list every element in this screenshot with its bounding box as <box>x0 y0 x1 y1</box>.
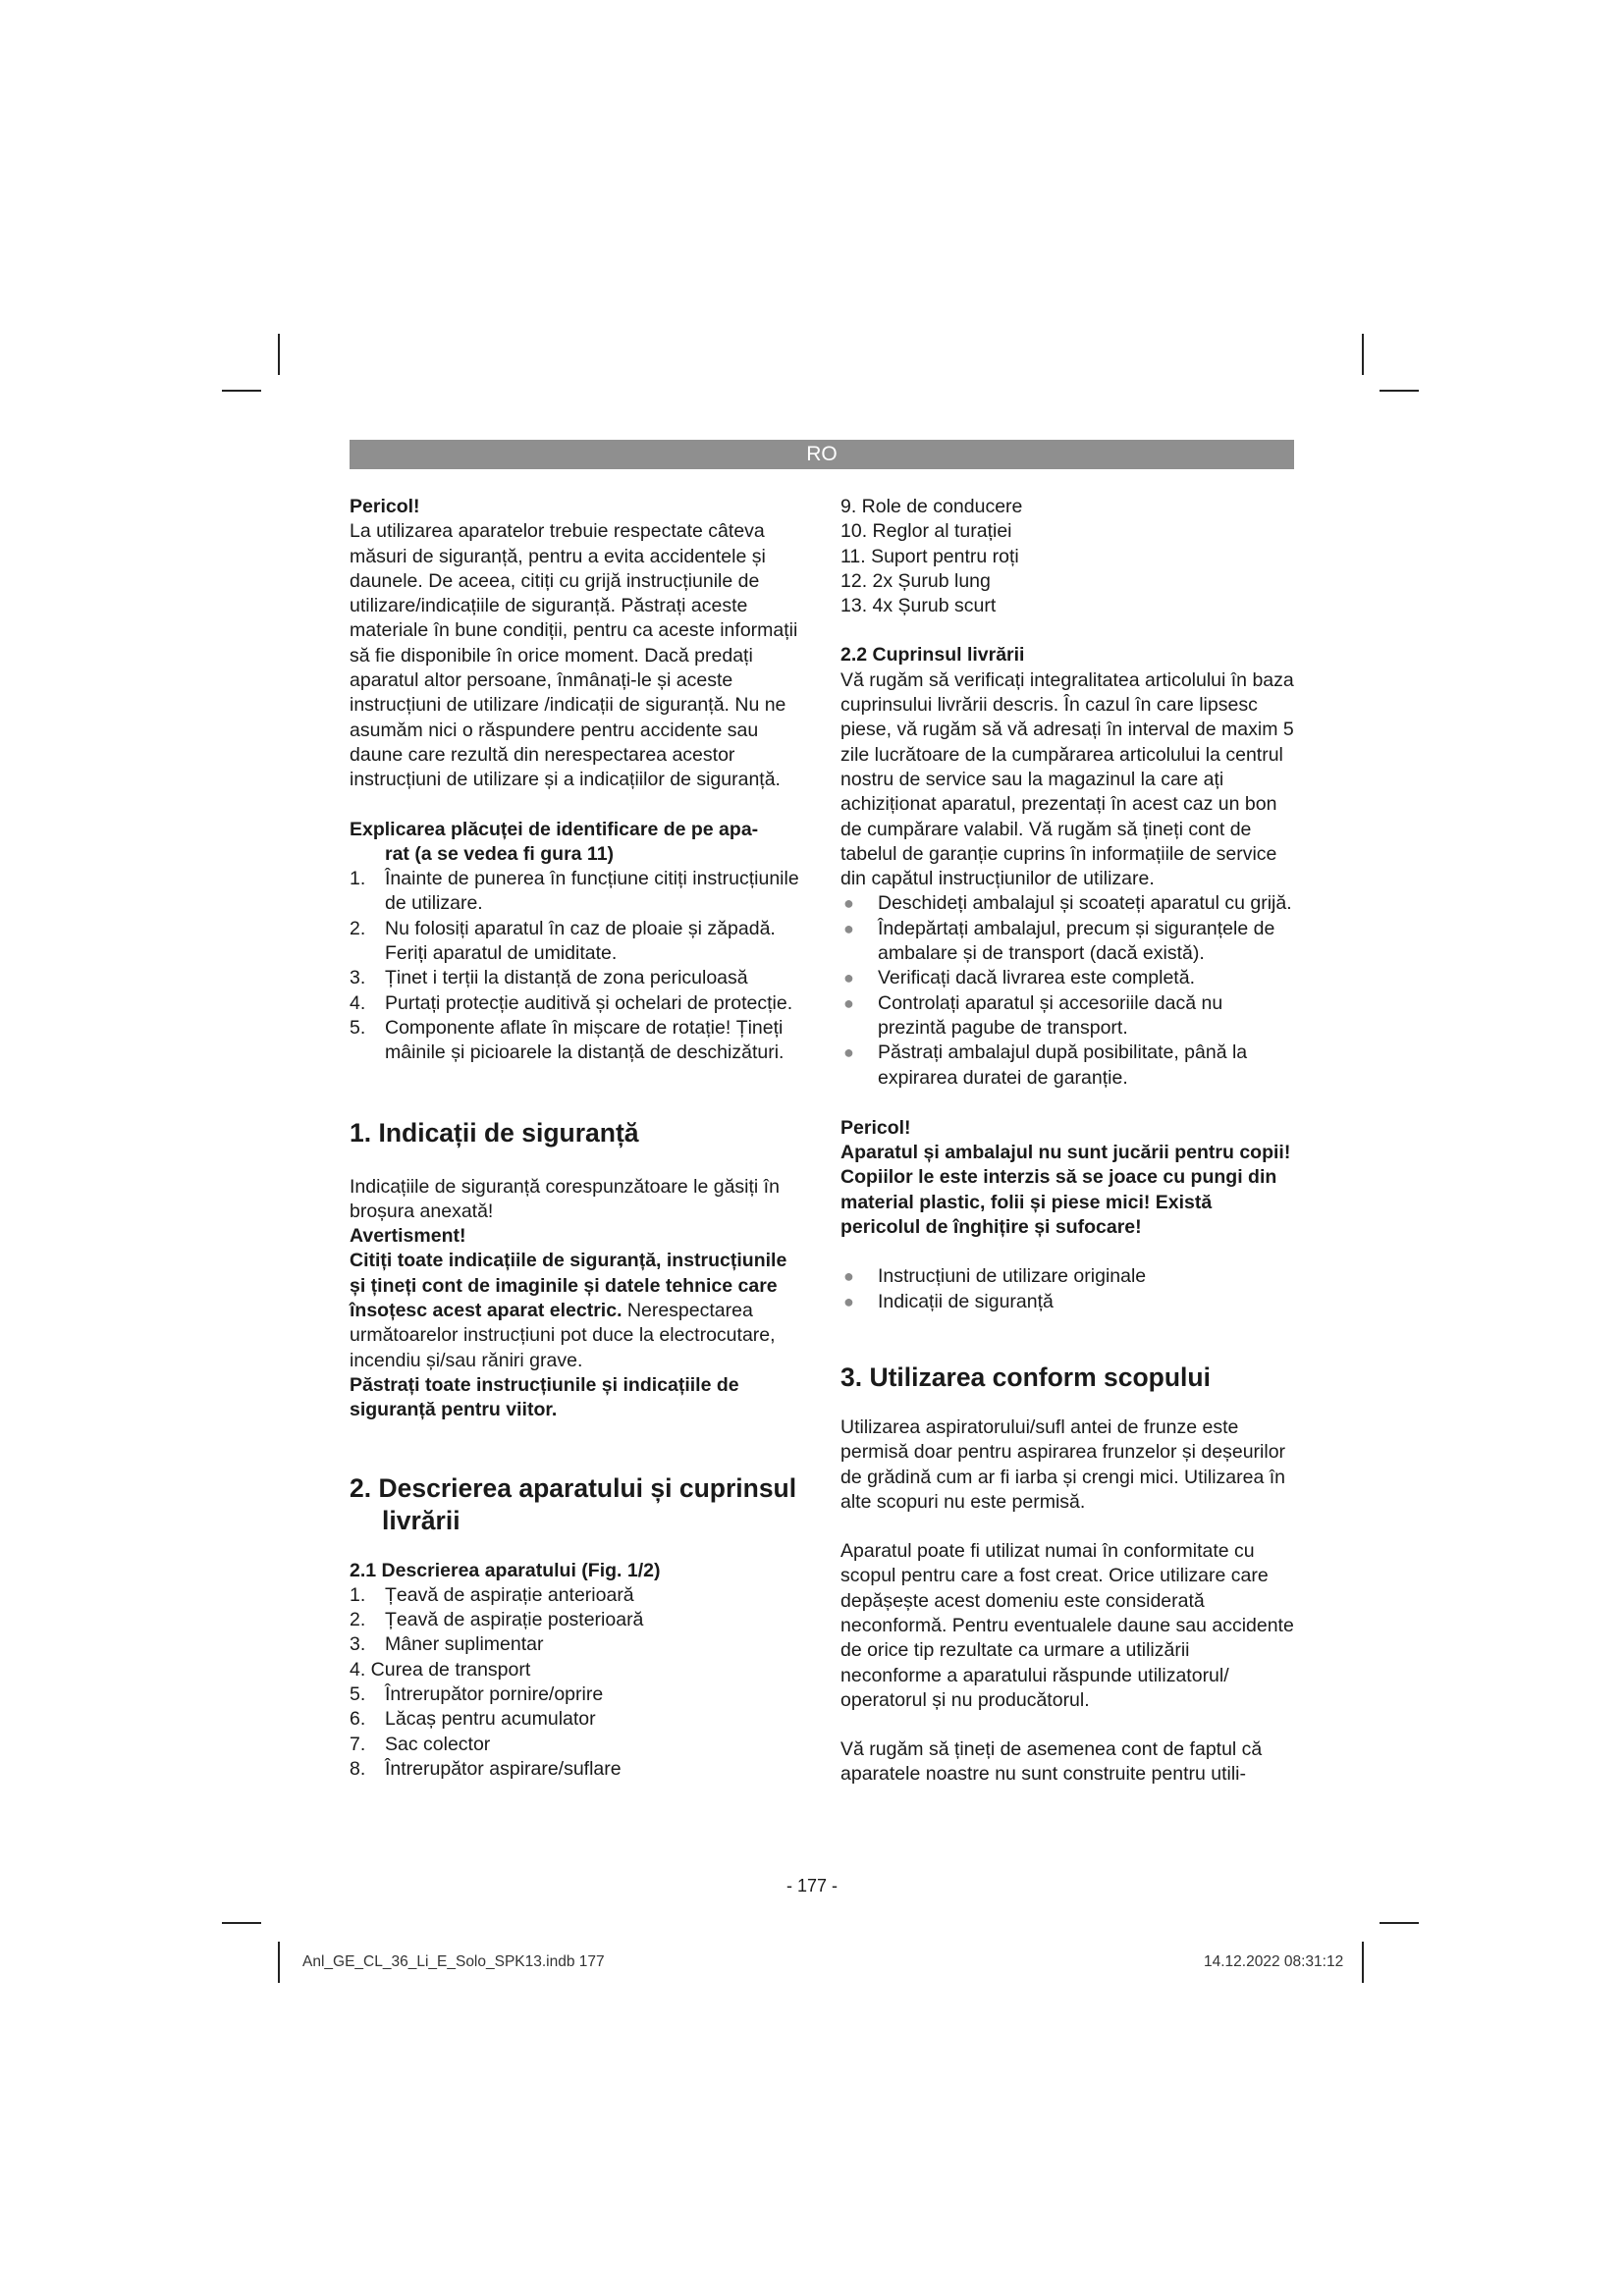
list-item: 6. Lăcaș pentru acumulator <box>350 1708 596 1731</box>
plate-symbol-list <box>350 867 803 1065</box>
list-item: 11. Suport pentru roți <box>840 545 1019 567</box>
crop-mark-br-h <box>1380 1922 1419 1924</box>
list-item: 4. Purtați protecție auditivă și ochelari de protecție. <box>350 991 793 1014</box>
list-item: 1. Țeavă de aspirație anterioară <box>350 1583 634 1606</box>
left-column <box>350 495 803 1782</box>
danger2-title: Pericol! <box>840 1116 911 1139</box>
list-item: 10. Reglor al turației <box>840 520 1012 543</box>
list-item: 12. 2x Șurub lung <box>840 569 991 592</box>
bullet-icon: ● <box>843 968 854 988</box>
warning-label: Avertisment! <box>350 1225 466 1248</box>
print-slug-file: Anl_GE_CL_36_Li_E_Solo_SPK13.indb 177 <box>302 1953 605 1970</box>
unpacking-bullets <box>840 891 1294 1090</box>
language-header-bar <box>350 440 1294 469</box>
parts-list-a <box>350 1583 803 1658</box>
crop-mark-tr-h <box>1380 390 1419 392</box>
list-item: ● Îndepărtați ambalajul, precum și siguranțele de ambalare și de transport (dacă există). <box>843 917 1275 965</box>
list-item: ● Păstrați ambalajul după posibilitate, până la expirarea duratei de garanție. <box>843 1041 1248 1089</box>
crop-mark-tr-v <box>1362 334 1364 375</box>
bullet-icon: ● <box>843 1266 854 1287</box>
bullet-icon: ● <box>843 992 854 1013</box>
bullet-icon: ● <box>843 918 854 938</box>
section3-title: 3. Utilizarea conform scopului <box>840 1362 1211 1392</box>
list-item: ● Verificați dacă livrarea este completă. <box>840 966 1294 990</box>
language-code: RO <box>806 443 838 465</box>
crop-mark-bl-h <box>222 1922 261 1924</box>
print-slug-timestamp: 14.12.2022 08:31:12 <box>1204 1953 1344 1970</box>
section1-intro: Indicațiile de siguranță corespunzătoare le găsiți în broșura anexată! <box>350 1175 780 1222</box>
warning-keep: Păstrați toate instrucțiunile și indicațiile de siguranță pentru viitor. <box>350 1373 739 1421</box>
list-item: 5. Întrerupător pornire/oprire <box>350 1682 604 1705</box>
list-item: 4. Curea de transport <box>350 1658 531 1681</box>
parts-list-continued <box>840 495 1294 618</box>
list-item: 8. Întrerupător aspirare/suflare <box>350 1757 622 1780</box>
subsection-2-2-title: 2.2 Cuprinsul livrării <box>840 644 1025 667</box>
subsection-2-2-text: Vă rugăm să verificați integralitatea articolului în baza cuprinsului livrării descris. În cazul în care lipsesc piese, vă rugăm să vă adresați în interval de maxim 5 zile lucrătoare de la cumpărarea articolului la centrul nostru de service sau la magazinul la care ați achiziționat aparatul, prezentați în acest caz un bon de cumpărare valabil. Vă rugăm să țineți cont de tabelul de garanție cuprins în informațiile de service din capătul instrucțiunilor de utilizare. <box>840 668 1294 890</box>
list-item: ● Controlați aparatul și accesoriile dacă nu prezintă pagube de transport. <box>843 991 1223 1039</box>
list-item: 13. 4x Șurub scurt <box>840 595 997 617</box>
section2-title-line1: 2. Descrierea aparatului și cuprinsul <box>350 1472 797 1503</box>
section2-title-line2: livrării <box>382 1505 460 1535</box>
crop-mark-bl-v <box>278 1942 280 1983</box>
list-item: 3. Mâner suplimentar <box>350 1633 544 1656</box>
danger-title: Pericol! <box>350 496 420 517</box>
crop-mark-tl-h <box>222 390 261 392</box>
section3-paragraph2: Aparatul poate fi utilizat numai în conformitate cu scopul pentru care a fost creat. Orice utilizare care depășește acest domeniu este considerată neconformă. Pentru eventualele daune sau accidente de orice tip rezultate ca urmare a utilizării neconforme a aparatului răspunde utilizatorul/ operatorul și nu producătorul. <box>840 1540 1294 1711</box>
bullet-icon: ● <box>843 1042 854 1063</box>
page-number: - 177 - <box>785 1876 839 1896</box>
warning-paragraph: Citiți toate indicațiile de siguranță, instrucțiunile și țineți cont de imaginile și datele tehnice care însoțesc acest aparat electric. Nerespectarea următoarelor instrucțiuni pot duce la electrocutare, incendiu și/sau răniri grave. <box>350 1250 787 1371</box>
parts-list-b <box>350 1682 803 1782</box>
section3-paragraph1: Utilizarea aspiratorului/sufl antei de frunze este permisă doar pentru aspirarea frunzelor și deșeurilor de grădină cum ar fi iarba și crengi mici. Utilizarea în alte scopuri nu este permisă. <box>840 1415 1286 1513</box>
list-item: 5. Componente aflate în mișcare de rotație! Țineți mâinile și picioarele la distanță de deschizături. <box>350 1016 785 1064</box>
list-item: ● Indicații de siguranță <box>840 1290 1294 1314</box>
list-item: 3. Ținet i terții la distanță de zona periculoasă <box>350 967 748 989</box>
section3-paragraph3: Vă rugăm să țineți de asemenea cont de faptul că aparatele noastre nu sunt construite pentru utili- <box>840 1738 1263 1786</box>
right-column <box>840 495 1294 1788</box>
subsection-2-1-title: 2.1 Descrierea aparatului (Fig. 1/2) <box>350 1559 661 1581</box>
section1-title: 1. Indicații de siguranță <box>350 1117 639 1148</box>
bullet-icon: ● <box>843 893 854 914</box>
list-item: 1. Înainte de punerea în funcțiune citiți instrucțiunile de utilizare. <box>350 868 799 915</box>
list-item: 2. Țeavă de aspirație posterioară <box>350 1609 644 1631</box>
danger-text: La utilizarea aparatelor trebuie respectate câteva măsuri de siguranță, pentru a evita accidentele și daunele. De aceea, citiți cu grijă instrucțiunile de utilizare/indicațiile de siguranță. Păstrați aceste materiale în bune condiții, pentru ca aceste informații să fie disponibile în orice moment. Dacă predați aparatul altor persoane, înmânați-le și aceste instrucțiuni de utilizare /indicații de siguranță. Nu ne asumăm nici o răspundere pentru accidente sau daune care rezultă din nerespectarea acestor instrucțiuni de utilizare și a indicațiilor de siguranță. <box>350 520 798 791</box>
plate-heading-line2: rat (a se vedea fi gura 11) <box>385 842 615 865</box>
list-item: 9. Role de conducere <box>840 496 1023 517</box>
bullet-icon: ● <box>843 1291 854 1311</box>
crop-mark-tl-v <box>278 334 280 375</box>
plate-heading-line1: Explicarea plăcuței de identificare de pe apa- <box>350 818 759 840</box>
danger2-text: Aparatul și ambalajul nu sunt jucării pentru copii! Copiilor le este interzis să se joace cu pungi din material plastic, folii și piese mici! Există pericolul de înghițire și sufocare! <box>840 1142 1291 1239</box>
list-item: ● Instrucțiuni de utilizare originale <box>840 1264 1294 1289</box>
list-item: 2. Nu folosiți aparatul în caz de ploaie și zăpadă. Feriți aparatul de umiditate. <box>350 917 776 965</box>
list-item: ● Deschideți ambalajul și scoateți aparatul cu grijă. <box>840 891 1294 916</box>
included-docs-list <box>840 1264 1294 1314</box>
crop-mark-br-v <box>1362 1942 1364 1983</box>
list-item: 7. Sac colector <box>350 1733 491 1755</box>
